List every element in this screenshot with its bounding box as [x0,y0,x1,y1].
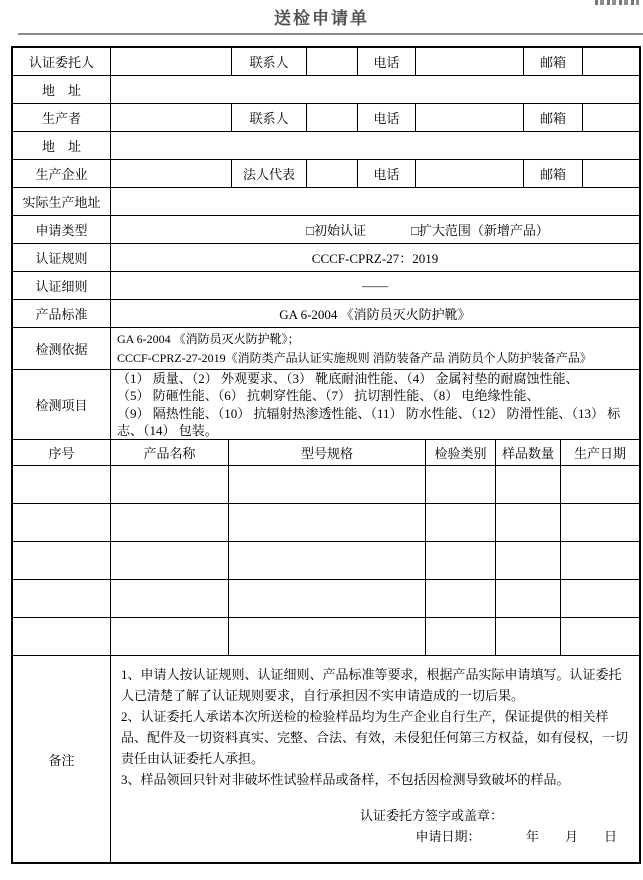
remarks-row [13,656,639,862]
product-name-field[interactable] [111,466,229,504]
initial-certification-checkbox[interactable]: □初始认证 [306,223,366,238]
certification-rule-value: CCCF-CPRZ-27：2019 [111,244,639,272]
product-name-field[interactable] [111,542,229,580]
product-standard-label: 产品标准 [13,300,111,328]
applicant-contact-field[interactable] [307,48,358,76]
factory-phone-label: 电话 [358,160,416,188]
product-row [13,618,639,656]
product-date-field[interactable] [561,542,639,580]
certification-detail-row [13,272,639,300]
product-sample-qty-field[interactable] [496,466,561,504]
producer-address-field[interactable] [111,132,639,160]
product-sample-qty-field[interactable] [496,618,561,656]
expand-scope-checkbox[interactable]: □扩大范围（新增产品） [411,223,549,238]
test-basis-label: 检测依据 [13,328,111,370]
actual-address-field[interactable] [111,188,639,216]
producer-contact-label: 联系人 [232,104,307,132]
factory-name-field[interactable] [111,160,232,188]
remark-item-1: 1、申请人按认证规则、认证细则、产品标准等要求，根据产品实际申请填写。认证委托人已清楚了解了认证规则要求，自行承担因不实申请造成的一切后果。 [121,667,622,703]
product-sample-qty-field[interactable] [496,580,561,618]
product-date-field[interactable] [561,504,639,542]
product-row [13,504,639,542]
test-items-label: 检测项目 [13,370,111,440]
product-row [13,580,639,618]
applicant-phone-field[interactable] [416,48,524,76]
factory-row [13,160,639,188]
test-basis-line-1: GA 6-2004 《消防员灭火防护靴》； [117,331,300,346]
product-sample-qty-field[interactable] [496,504,561,542]
certification-rule-row [13,244,639,272]
producer-address-row [13,132,639,160]
test-basis-line-2: CCCF-CPRZ-27-2019《消防类产品认证实施规则 消防装备产品 消防员个人防护装备产品》 [117,350,592,365]
signature-line: 认证委托方签字或盖章： [359,808,503,823]
remarks-label: 备注 [13,656,111,862]
product-date-field[interactable] [561,618,639,656]
applicant-address-row [13,76,639,104]
product-standard-value: GA 6-2004 《消防员灭火防护靴》 [111,300,639,328]
certification-detail-label: 认证细则 [13,272,111,300]
producer-phone-field[interactable] [416,104,524,132]
product-standard-row [13,300,639,328]
product-model-field[interactable] [229,618,426,656]
remark-item-3: 3、样品领回只针对非破坏性试验样品或备样，不包括因检测导致破坏的样品。 [121,772,570,787]
product-model-field[interactable] [229,466,426,504]
remark-item-2: 2、认证委托人承诺本次所送检的检验样品均为生产企业自行生产，保证提供的相关样品、配件及一切资料真实、完整、合法、有效，未侵犯任何第三方权益，如有侵权，一切责任由认证委托人承担。 [121,709,629,766]
product-sample-qty-field[interactable] [496,542,561,580]
test-items-value [111,370,639,440]
header-inspection-type: 检验类别 [426,440,496,466]
product-inspection-type-field[interactable] [426,580,496,618]
header-production-date: 生产日期 [561,440,639,466]
application-type-row [13,216,639,244]
header-seq-no: 序号 [13,440,111,466]
producer-row [13,104,639,132]
actual-address-row [13,188,639,216]
product-seq-field[interactable] [13,618,111,656]
applicant-name-field[interactable] [111,48,232,76]
product-date-field[interactable] [561,580,639,618]
product-inspection-type-field[interactable] [426,504,496,542]
producer-label: 生产者 [13,104,111,132]
product-row [13,466,639,504]
applicant-address-field[interactable] [111,76,639,104]
applicant-email-field[interactable] [583,48,639,76]
actual-address-label: 实际生产地址 [13,188,111,216]
product-date-field[interactable] [561,466,639,504]
application-date-line: 申请日期： 年 月 日 [415,829,617,844]
product-name-field[interactable] [111,618,229,656]
product-seq-field[interactable] [13,504,111,542]
test-items-line-1: （1） 质量、（2） 外观要求、（3） 靴底耐油性能、（4） 金属衬垫的耐腐蚀性能、 [117,370,579,386]
test-items-row [13,370,639,440]
test-items-line-3: （9） 隔热性能、（10） 抗辐射热渗透性能、（11） 防水性能、（12） 防滑性能、（13） 标志、（14） 包装。 [117,405,621,438]
producer-email-field[interactable] [583,104,639,132]
product-model-field[interactable] [229,542,426,580]
product-inspection-type-field[interactable] [426,466,496,504]
producer-address-label: 地 址 [13,132,111,160]
application-type-options [111,216,639,244]
product-name-field[interactable] [111,580,229,618]
product-seq-field[interactable] [13,466,111,504]
producer-phone-label: 电话 [358,104,416,132]
factory-legal-rep-label: 法人代表 [232,160,307,188]
factory-email-field[interactable] [583,160,639,188]
product-table-header [13,440,639,466]
test-basis-row [13,328,639,370]
page-title: 送检申请单 [274,9,369,28]
producer-name-field[interactable] [111,104,232,132]
factory-phone-field[interactable] [416,160,524,188]
product-inspection-type-field[interactable] [426,618,496,656]
product-model-field[interactable] [229,580,426,618]
factory-email-label: 邮箱 [524,160,583,188]
header-sample-qty: 样品数量 [496,440,561,466]
product-seq-field[interactable] [13,542,111,580]
corner-cropped-text [595,0,639,5]
applicant-address-label: 地 址 [13,76,111,104]
header-product-name: 产品名称 [111,440,229,466]
applicant-row [13,48,639,76]
header-model-spec: 型号规格 [229,440,426,466]
certification-rule-label: 认证规则 [13,244,111,272]
product-name-field[interactable] [111,504,229,542]
factory-legal-rep-field[interactable] [307,160,358,188]
applicant-contact-label: 联系人 [232,48,307,76]
producer-email-label: 邮箱 [524,104,583,132]
title-divider [18,33,643,35]
test-items-line-2: （5） 防砸性能、（6） 抗刺穿性能、（7） 抗切割性能、（8） 电绝缘性能、 [117,388,540,403]
product-inspection-type-field[interactable] [426,542,496,580]
applicant-label: 认证委托人 [13,48,111,76]
producer-contact-field[interactable] [307,104,358,132]
certification-detail-value: —— [111,272,639,300]
remarks-content [111,656,639,862]
applicant-email-label: 邮箱 [524,48,583,76]
test-basis-value [111,328,639,370]
product-model-field[interactable] [229,504,426,542]
product-seq-field[interactable] [13,580,111,618]
product-row [13,542,639,580]
application-type-label: 申请类型 [13,216,111,244]
factory-label: 生产企业 [13,160,111,188]
applicant-phone-label: 电话 [358,48,416,76]
application-form-table [11,46,641,864]
